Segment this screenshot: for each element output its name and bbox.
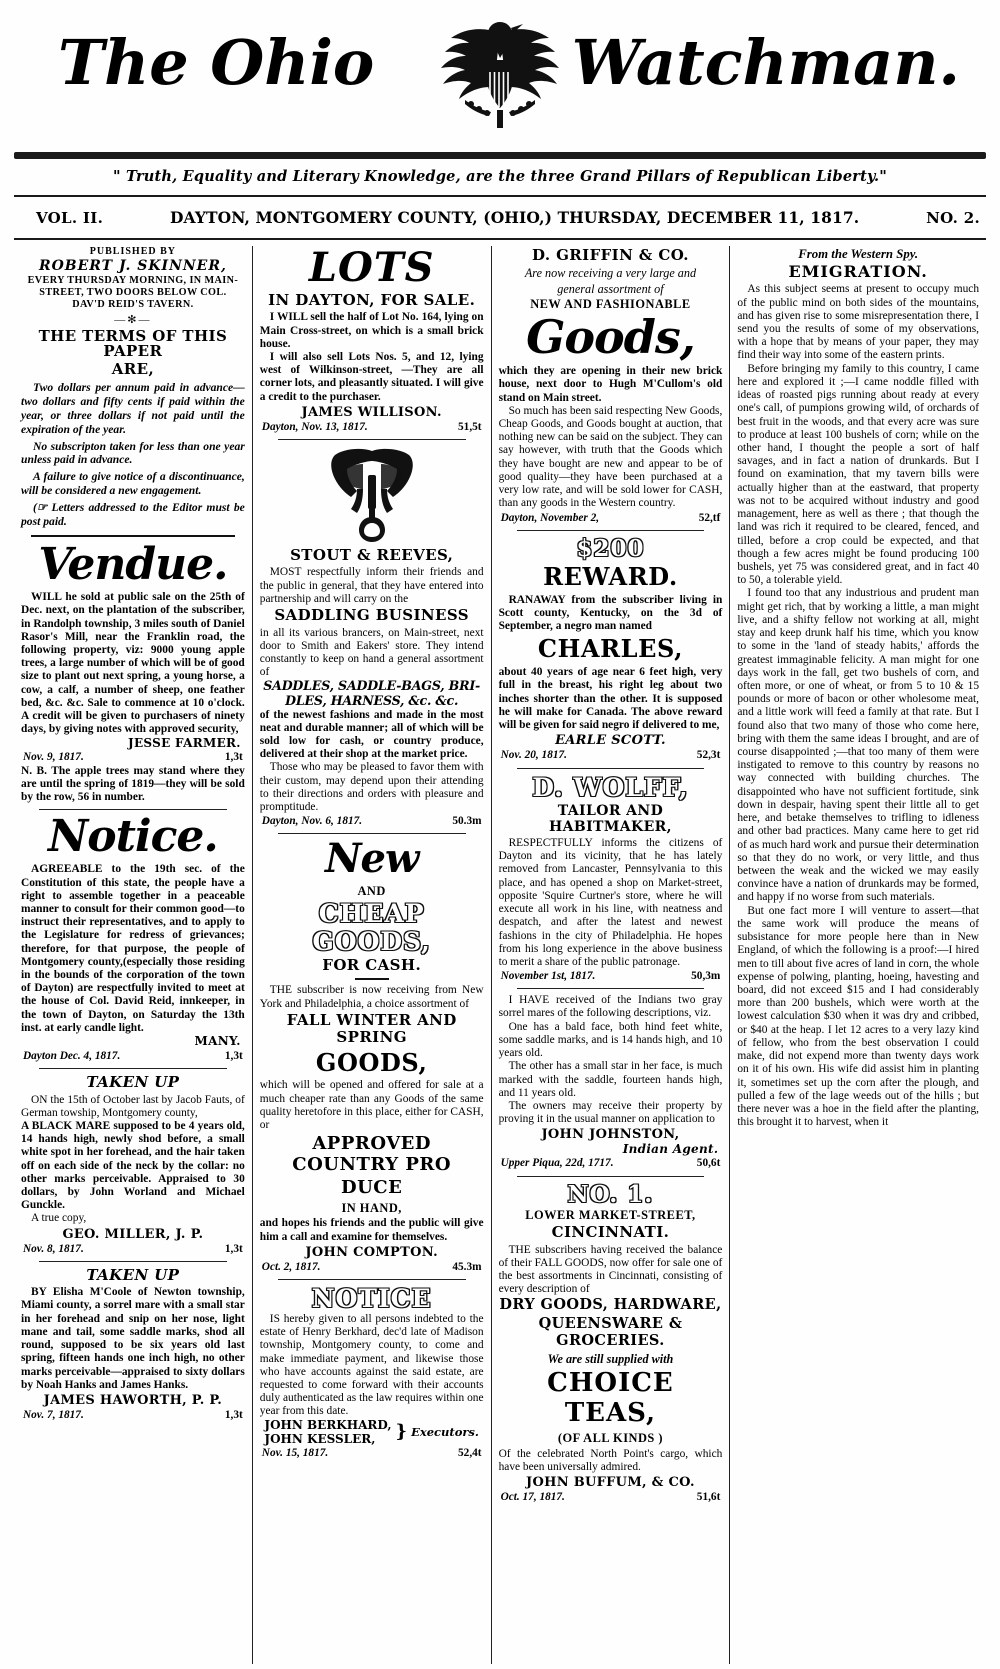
saddlery-separator [278, 439, 466, 440]
griffin-subheading-1: Are now receiving a very large and [524, 266, 697, 281]
vendue-signature: JESSE FARMER. [127, 735, 241, 750]
wolff-tailor-ad [499, 774, 723, 984]
saddlery-goods-line-2: DLES, HARNESS, &c. &c. [285, 693, 459, 708]
no1-paragraph-2: Of the celebrated North Point's cargo, which have been universally admired. [498, 1447, 723, 1473]
takenup2-date: Nov. 7, 1817. [23, 1409, 84, 1422]
place-and-date: DAYTON, MONTGOMERY COUNTY, (OHIO,) THURSDAY, DECEMBER 11, 1817. [169, 208, 860, 227]
no1-choice-teas: CHOICE TEAS, [547, 1368, 674, 1429]
cheapgoods-code: 45.3m [452, 1260, 482, 1273]
reward-headline: REWARD. [543, 561, 678, 591]
reward-signature: EARLE SCOTT. [555, 733, 666, 749]
no1-kinds: (OF ALL KINDS ) [557, 1431, 664, 1446]
no1-category-heading-2: QUEENSWARE & GROCERIES. [538, 1315, 683, 1350]
vendue-headline: Vendue. [38, 539, 228, 590]
terms-heading-1: THE TERMS OF THIS PAPER [38, 326, 228, 361]
reward-paragraph-1: RANAWAY from the subscriber living in Scott county, Kentucky, on the 3d of September, a negro man named [498, 593, 723, 633]
notice-headline: Notice. [48, 811, 218, 863]
volume-number: VOL. II. [36, 209, 104, 227]
publisher-line-4: STREET, TWO DOORS BELOW COL. [39, 287, 227, 299]
emigration-headline: EMIGRATION. [788, 261, 928, 281]
estate-notice-body: IS hereby given to all persons indebted to the estate of Henry Berkhard, dec'd late of Madison township, Montgomery county, to come and make immediate payment, and likewise those who have accounts against the said estate, are requested to come forward with their accounts duly authenticated as the law requires within one year from this date. [259, 1312, 484, 1418]
masthead-rule [14, 152, 986, 159]
takenup2-signature: JAMES HAWORTH, P. P. [43, 1393, 223, 1409]
lots-code: 51,5t [458, 421, 482, 433]
indian-horses-dateline [499, 1157, 723, 1170]
griffin-firm-name: D. GRIFFIN & CO. [531, 246, 689, 264]
wolff-body: RESPECTFULLY informs the citizens of Dayton and its vicinity, that he has lately removed from Lancaster, Pennsylvania to this place, and has opened a shop on Market-street, opposite 'Squire Curtner's store, where he will execute all work in his line, with neatness and despatch, and after the latest and newest fashions in the city of Philadelphia. He hopes from his long experience in the above business to merit a share of the public patronage. [498, 836, 723, 968]
lots-headline: LOTS [308, 246, 435, 291]
takenup2-separator [39, 1261, 227, 1262]
no1-paragraph-1: THE subscribers having received the balance of their FALL GOODS, now offer for sale one of the best assortments in Cincinnati, consisting of every description of [498, 1243, 723, 1296]
lots-date: Dayton, Nov. 13, 1817. [261, 421, 368, 433]
takenup2-headline: TAKEN UP [86, 1265, 180, 1284]
columns-container [14, 246, 986, 1664]
masthead-title-right: Watchman. [571, 26, 960, 99]
takenup1-dateline [21, 1243, 245, 1256]
vendue-date: Nov. 9, 1817. [23, 751, 84, 764]
no1-signature: JOHN BUFFUM, & CO. [526, 1475, 695, 1491]
brace-icon: } [395, 1421, 408, 1443]
reward-amount: $200 [576, 534, 645, 562]
indian-horses-separator [517, 988, 705, 989]
lots-dateline [260, 421, 484, 434]
cheapgoods-paragraph-2: which will be opened and offered for sale at a much cheaper rate than any Goods of the same quality heretofore in this place, either for CASH, or [259, 1079, 484, 1132]
estate-executor-2: JOHN KESSLER, [264, 1431, 376, 1446]
griffin-paragraph-2: So much has been said respecting New Goods, Cheap Goods, and Goods bought at auction, that nothing new can be said on the subject. They can say however, with truth that the Goods which they have bought are new and appear to be of good quality—they have been purchased at a very low rate, and will be sold lower for CASH, than any goods in the Western country. [498, 404, 723, 510]
cheapgoods-date: Oct. 2, 1817. [261, 1260, 321, 1273]
cheapgoods-goods-heading: GOODS, [315, 1047, 428, 1077]
griffin-goods-ad [499, 247, 723, 525]
cheapgoods-ornament-rule [355, 978, 389, 980]
griffin-paragraph-1: which they are opening in their new brick house, next door to Hugh M'Cullom's old stand on Main street. [498, 365, 723, 404]
takenup1-true-copy: A true copy, [31, 1212, 87, 1225]
reward-dateline [499, 749, 723, 762]
reward-paragraph-2: about 40 years of age near 6 feet high, very full in the breast, his right leg about two inches shorter than the other. It is supposed he will make for Canada. The above reward will be given for said negro if delivered to me, [498, 666, 723, 732]
taken-up-notice-1 [21, 1074, 245, 1256]
notice-signature: MANY. [194, 1034, 241, 1049]
emigration-paragraph-1: As this subject seems at present to occupy much of the public mind on both sides of the mountains, and has given rise to some misrepresentation there, I send you the results of some of my observations, with a hope that by means of your paper, they may find their way into some of the eastern prints. [737, 283, 980, 362]
emigration-paragraph-4: But one fact more I will venture to assert—that the same work will produce the means of subsistance for more people here than in New England, of which the following is a proof:—I hired men to till about five acres of land in corn, the whole expense of polwing, planting, hoeing, havesting and board, did not exceed $15 and I had considerably more than 200 bushels, which were worth at the lowest calculation $30 when it was dry and cribbed, or $40 at the heap. I let 12 acres to a very lazy kind of fellow, who from the best observation I could make, did not expend more than twenty days work on it of his own. His wife did assist him in planting it, sometimes set up the corn after the plough, and pulled a few of the lage weeds out of the hills ; but there never was a hoe in the field after the planting, this brought it to harvest, when it [737, 904, 980, 1129]
saddlery-date: Dayton, Nov. 6, 1817. [261, 815, 363, 828]
masthead-motto: " Truth, Equality and Literary Knowledge, are the three Grand Pillars of Republican Liberty." [113, 168, 887, 185]
lots-subheading: IN DAYTON, FOR SALE. [268, 291, 476, 309]
publisher-line-1: PUBLISHED BY [89, 246, 176, 257]
indian-horses-paragraph-2: One has a bald face, both hind feet white, some saddle marks, and is 14 hands high, and 10 years old. [498, 1020, 723, 1060]
estate-notice-headline: NOTICE [311, 1283, 432, 1313]
no1-cincinnati-ad [499, 1182, 723, 1505]
no1-headline: NO. 1. [567, 1180, 654, 1208]
cheapgoods-paragraph-3: and hopes his friends and the public will give him a call and examine for themselves. [259, 1217, 484, 1243]
wolff-dateline [499, 970, 723, 983]
terms-paragraph-2: No subscripton taken for less than one year unless paid in advance. [21, 439, 245, 467]
estate-notice-dateline [260, 1447, 484, 1460]
takenup1-code: 1,3t [224, 1242, 243, 1255]
estate-executor-1: JOHN BERKHARD, [264, 1417, 392, 1432]
reward-code: 52,3t [696, 749, 721, 762]
indian-horses-signature: JOHN JOHNSTON, [541, 1127, 680, 1143]
takenup1-paragraph-2: A BLACK MARE supposed to be 4 years old, 14 hands high, newly shod before, a small white spot in her forehead, and the hair taken off on each side of the neck by the collar: no other marks perceivable. Appraised to 30 dollars, by John Worland and Michael Gunckle. [21, 1119, 245, 1212]
indian-horses-title: Indian Agent. [622, 1141, 719, 1156]
notice-separator [39, 809, 227, 810]
no1-code: 51,6t [696, 1491, 721, 1504]
indian-horses-notice [499, 994, 723, 1170]
griffin-dateline [499, 512, 723, 525]
vendue-body: WILL he sold at public sale on the 25th of Dec. next, on the plantation of the subscriber, in Randolph township, 3 miles south of Daniel Rasor's Mill, near the Franklin road, the following property, viz: 9000 young apple trees, a large number of which will be of good size to plant out next spring, a young horse, a cow, a calf, a number of sheep, one feather bed, &c. &c. Sale to commence at 10 o'clock. A credit will be given to purchasers of ninety days, by giving notes with approved security, [21, 591, 245, 736]
saddlery-code: 50.3m [452, 815, 482, 828]
no1-date: Oct. 17, 1817. [500, 1491, 565, 1504]
indian-horses-paragraph-1: I HAVE received of the Indians two gray sorrel mares of the following descriptions, viz. [498, 994, 723, 1020]
lots-paragraph-1: I WILL sell the half of Lot No. 164, lying on Main Cross-street, on which is a small brick house. [259, 311, 484, 350]
saddlery-paragraph-4: Those who may be pleased to favor them with their custom, may depend upon their attending to their directions and orders with pleasure and promptitude. [259, 761, 484, 814]
emigration-article [737, 247, 979, 1129]
column-1 [14, 246, 252, 1664]
cheapgoods-headline-new: New [324, 835, 419, 883]
publisher-ornament: —✻— [114, 313, 152, 326]
takenup1-separator [39, 1068, 227, 1069]
estate-notice-code: 52,4t [458, 1447, 482, 1460]
saddlery-paragraph-2: in all its various brancers, on Main-street, next door to Smith and Eakers' store. They intend constantly to keep on hand a general assortment of [259, 626, 484, 679]
eagle-crest-icon [425, 16, 575, 134]
masthead [14, 10, 986, 150]
griffin-subheading-2: general assortment of [557, 281, 664, 296]
no1-category-heading-1: DRY GOODS, HARDWARE, [499, 1296, 722, 1314]
vendue-nota-bene: N. B. The apple trees may stand where they are until the spring of 1819—they will be sold by the row, 56 in number. [21, 764, 245, 803]
notice-dateline [21, 1050, 245, 1063]
estate-executors-row [260, 1419, 484, 1447]
takenup2-body: BY Elisha M'Coole of Newton township, Miami county, a sorrel mare with a small star in her forehead and snip on her nose, light mane and tail, some saddle marks, shod all round, supposed to be six years old last spring, fifteen hands one inch high, no other marks perceivable—appraised to sixty dollars by Noah Hanks and James Hanks. [21, 1286, 245, 1391]
saddlery-dateline [260, 815, 484, 828]
reward-person-name: CHARLES, [537, 634, 684, 664]
motto-rule [14, 195, 986, 197]
cheap-goods-ad [259, 835, 484, 1274]
reward-date: Nov. 20, 1817. [500, 749, 567, 762]
saddle-illustration [313, 445, 431, 545]
saddlery-paragraph-3: of the newest fashions and made in the most neat and durable manner; all of which will be sold low for cash, or country produce, delivered at their shop at the market price. [259, 708, 484, 761]
no1-separator [517, 1176, 705, 1177]
publisher-block [21, 246, 245, 529]
notice-code: 1,3t [224, 1050, 243, 1063]
cheapgoods-signature: JOHN COMPTON. [305, 1244, 438, 1260]
reward-separator [517, 530, 705, 531]
runaway-reward-ad [499, 536, 723, 763]
notice-body: AGREEABLE to the 19th sec. of the Constitution of this state, the people have a right to assemble together in a peaceable manner to consult for their common good—to instruct their representatives, and to apply to the Legislature for redress of grievances; therefore, for that purpose, the people of Montgomery county,(especially those residing in the bounds of the corporation of the town of Dayton) are respectfully invited to meet at the house of Col. David Reid, innkeeper, in the town of Dayton, on Saturday the 13th inst. at early candle light. [21, 863, 245, 1034]
no1-street: LOWER MARKET-STREET, [525, 1207, 696, 1222]
saddlery-firm-name: STOUT & REEVES, [290, 546, 454, 565]
estate-notice-separator [278, 1279, 466, 1280]
publisher-name: ROBERT J. SKINNER, [38, 258, 227, 274]
terms-paragraph-4: (☞ Letters addressed to the Editor must be post paid. [21, 501, 245, 529]
cheapgoods-and: AND [357, 883, 386, 898]
no1-city: CINCINNATI. [551, 1223, 670, 1242]
cheapgoods-separator [278, 833, 466, 834]
saddlery-ad [260, 445, 484, 828]
emigration-paragraph-2: Before bringing my family to this country, I came here and explored it ;—I came noddle filled with ideas of roasted pigs running about ready at every one's call, of pumpions growing wild, of orchards of best fruit in the woods, and that every acre was sure to produce at least 100 bushels of corn; while on the other hand, I thought the people a sort of half savages, and in fact a nation of drunkards. But I found on examination, that my tavern bills were actually higher than at the eastward, that property was not to be acquired without industry and good management, here as well as there ; that though the land was rich it required to be cleared, fenced, and tilled, before a crop could be expected, and that though a few acres might be found producing 100 bushels, yet 75 was considered great, and in fact 40 to 50, a tolerable yield. [737, 362, 980, 587]
wolff-date: November 1st, 1817. [500, 970, 596, 983]
wolff-separator [517, 768, 705, 769]
cheapgoods-headline-outline: CHEAP GOODS, [312, 899, 431, 957]
takenup1-signature: GEO. MILLER, J. P. [62, 1226, 204, 1242]
taken-up-notice-2 [21, 1267, 245, 1422]
volume-bar [14, 200, 986, 235]
vendue-code: 1,3t [224, 751, 243, 764]
cheapgoods-paragraph-1: THE subscriber is now receiving from New York and Philadelphia, a choice assortment of [259, 984, 484, 1010]
griffin-date: Dayton, November 2, [500, 511, 600, 524]
wolff-code: 50,3m [691, 970, 721, 983]
vendue-dateline [21, 751, 245, 764]
estate-executors-label: Executors. [411, 1424, 479, 1439]
publisher-line-3: EVERY THURSDAY MORNING, IN MAIN- [27, 274, 239, 286]
volume-rule [14, 238, 986, 240]
takenup1-paragraph-1: ON the 15th of October last by Jacob Fauts, of German towship, Montgomery county, [21, 1093, 245, 1119]
wolff-trade: TAILOR AND HABITMAKER, [548, 802, 672, 835]
column-3 [491, 246, 730, 1664]
indian-horses-date: Upper Piqua, 22d, 1717. [500, 1157, 614, 1170]
notice-date: Dayton Dec. 4, 1817. [23, 1050, 121, 1063]
terms-paragraph-3: A failure to give notice of a discontinuance, will be considered a new engagement. [21, 470, 245, 498]
cheapgoods-for-cash: FOR CASH. [322, 956, 422, 975]
griffin-subheading-3: NEW AND FASHIONABLE [530, 296, 691, 311]
cheapgoods-dateline [260, 1261, 484, 1274]
column-4 [729, 246, 986, 1664]
takenup1-headline: TAKEN UP [86, 1073, 180, 1092]
indian-horses-code: 50,6t [696, 1157, 721, 1170]
terms-body [21, 381, 245, 529]
saddlery-goods-line-1: SADDLES, SADDLE-BAGS, BRI- [263, 678, 481, 694]
emigration-paragraph-3: I found too that any industrious and prudent man might get rich, that by working a little, a man might live, and a shifty fellow not working at all, might stay and keep drunk half his time, which you know to some in the 'land of steady habits,' affords the greatest immaginable felicity. A man might for one days work in the fall, get two bushels of corn, and often more, or one of wheat, or from 5 to 10 & 15 pounds or more of bacon or other wholesome meat, and a little work will feed a family at that rate. But I found also that two many of those who come here, bring with them the same ideas I brought, and are of course disappointed ;—that too many of them were instigated to remove to this country by reasons no way connected with building churches. The disappointed who have not sufficient fortitude, sink down in despair, having spent their little all to get here, and betake themselves to trifling to idleness and other bad practices. Many came here to get rid of as much hard work and pursue their determination so that they do no work, or very little, and thus between the weak and the wicked we may easily convince have a nation of drunkards may be formed, and happy if no worse from such materials. [737, 587, 980, 904]
estate-executor-names [264, 1419, 391, 1447]
cheapgoods-produce-heading-2: DUCE [340, 1177, 403, 1199]
cheapgoods-season-heading: FALL WINTER AND SPRING [286, 1010, 457, 1047]
lots-paragraph-2: I will also sell Lots Nos. 5, and 12, lying west of Wilkinson-street, —They are all corner lots, and pleasantly situated. I will give a credit to the purchaser. [259, 351, 484, 403]
indian-horses-paragraph-3: The other has a small star in her face, is much marked with the saddle, fourteen hands high, and 11 years old. [498, 1060, 723, 1099]
emigration-source: From the Western Spy. [798, 247, 919, 261]
takenup2-dateline [21, 1409, 245, 1422]
masthead-title-left: The Ohio [58, 26, 375, 99]
estate-notice-date: Nov. 15, 1817. [261, 1447, 329, 1460]
no1-supplied-line: We are still supplied with [547, 1351, 674, 1366]
saddlery-paragraph-1: MOST respectfully inform their friends and the public in general, that they have entered into partnership and will carry on the [259, 566, 484, 605]
issue-number: NO. 2. [926, 209, 980, 227]
lots-signature: JAMES WILLISON. [301, 404, 442, 420]
vendue-separator [31, 535, 235, 537]
terms-paragraph-1: Two dollars per annum paid in advance—two dollars and fifty cents if paid within the year, or three dollars if not paid until the expiration of the year. [21, 380, 245, 436]
terms-heading-2: ARE, [111, 360, 155, 379]
indian-horses-paragraph-4: The owners may receive their property by proving it in the usual manner on application to [498, 1100, 723, 1126]
takenup2-code: 1,3t [224, 1409, 243, 1422]
griffin-code: 52,tf [698, 511, 721, 524]
estate-notice-ad [260, 1285, 484, 1460]
vendue-ad [21, 539, 245, 804]
cheapgoods-produce-heading-1: APPROVED COUNTRY PRO [292, 1133, 452, 1176]
lots-for-sale-ad [260, 248, 484, 434]
takenup1-date: Nov. 8, 1817. [23, 1242, 84, 1255]
wolff-name: D. WOLFF, [532, 772, 689, 802]
publisher-line-5: DAV'D REID'S TAVERN. [72, 299, 194, 311]
column-2 [252, 246, 491, 1664]
griffin-goods-headline: Goods, [526, 310, 695, 365]
public-notice-ad [21, 811, 245, 1063]
no1-dateline [499, 1491, 723, 1504]
saddlery-business-heading: SADDLING BUSINESS [274, 606, 470, 625]
cheapgoods-in-hand: IN HAND, [341, 1200, 402, 1215]
